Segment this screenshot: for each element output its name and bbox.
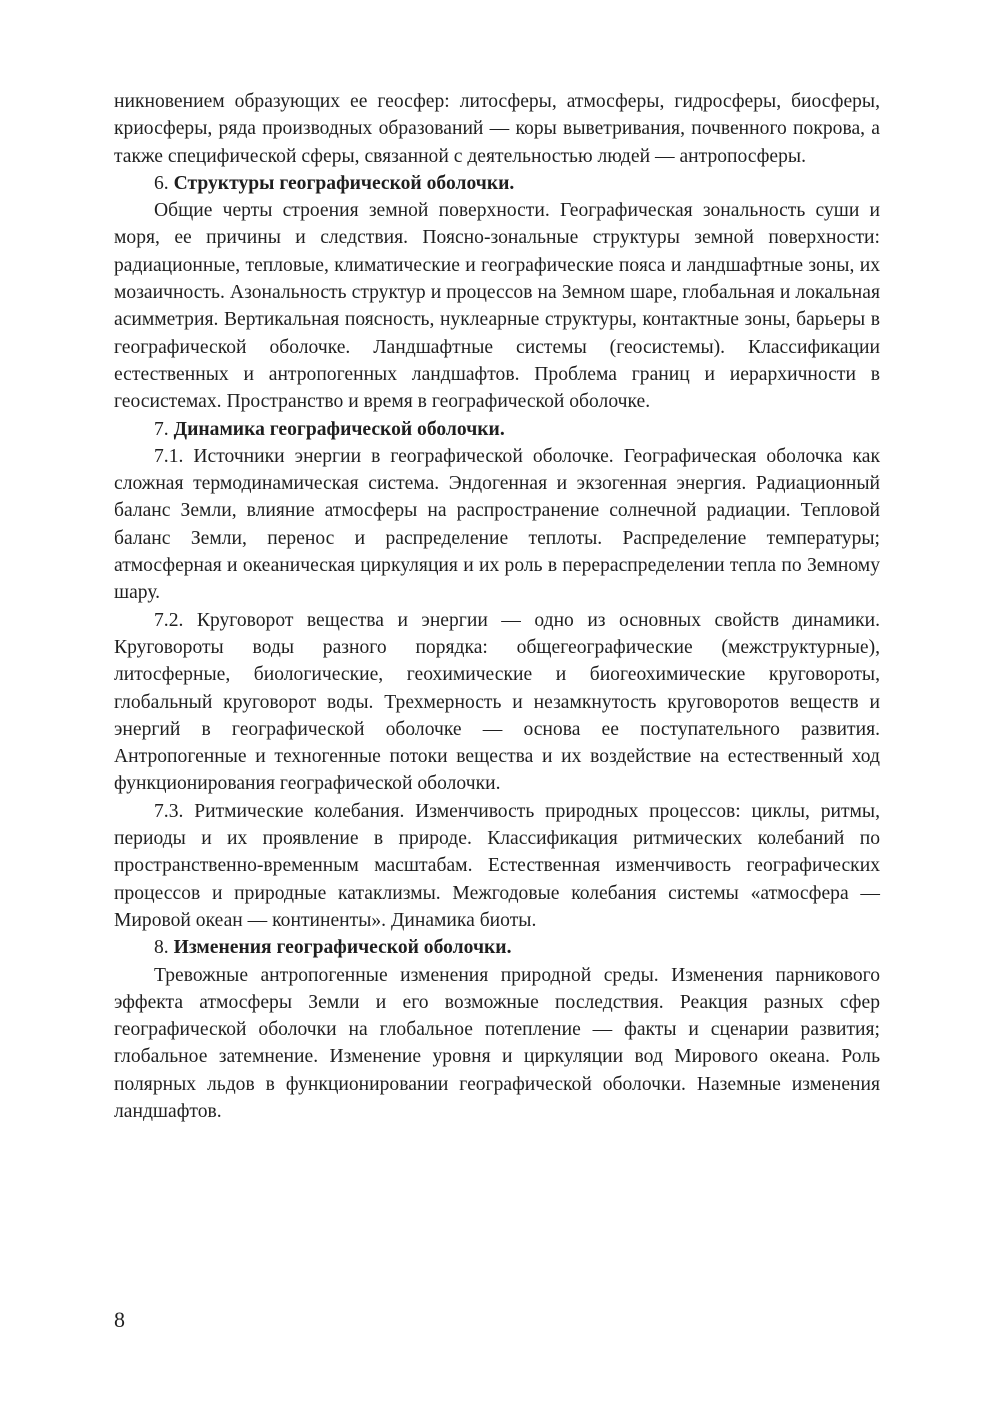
page-number: 8 (114, 1307, 125, 1332)
body-text (114, 88, 880, 1125)
section-8-paragraph: Тревожные антропогенные изменения природной среды. Изменения парникового эффекта атмосферы Земли и его возможные последствия. Реакция разных сфер географической оболочки на глобальное потепление — факты и сценарии развития; глобальное затемнение. Изменение уровня и циркуляции вод Мирового океана. Роль полярных льдов в функционировании географической оболочки. Наземные изменения ландшафтов. (114, 964, 880, 1122)
section-8-title: Изменения географической оболочки. (173, 937, 512, 959)
section-7-number: 7. (154, 418, 169, 440)
section-6-title: Структуры географической оболочки. (173, 172, 515, 194)
section-8-heading (114, 934, 880, 961)
section-6-heading (114, 170, 880, 197)
section-7-heading (114, 416, 880, 443)
section-7-1-paragraph: 7.1. Источники энергии в географической оболочке. Географическая оболочка как сложная термодинамическая система. Эндогенная и экзогенная энергия. Радиационный баланс Земли, влияние атмосферы на распространение солнечной радиации. Тепловой баланс Земли, перенос и распределение теплоты. Распределение температуры; атмосферная и океаническая циркуляция и их роль в перераспределении тепла по Земному шару. (114, 445, 880, 604)
section-8-number: 8. (154, 937, 174, 959)
section-6-paragraph: Общие черты строения земной поверхности. Географическая зональность суши и моря, ее причины и следствия. Поясно-зональные структуры земной поверхности: радиационные, тепловые, климатические и географические пояса и ландшафтные зоны, их мозаичность. Азональность структур и процессов на Земном шаре, глобальная и локальная асимметрия. Вертикальная поясность, нуклеарные структуры, контактные зоны, барьеры в географической оболочке. Ландшафтные системы (геосистемы). Классификации естественных и антропогенных ландшафтов. Проблема границ и иерархичности в геосистемах. Пространство и время в географической оболочке. (114, 200, 880, 413)
section-7-3-paragraph: 7.3. Ритмические колебания. Изменчивость природных процессов: циклы, ритмы, периоды и их проявление в природе. Классификация ритмических колебаний по пространственно-временным масштабам. Естественная изменчивость географических процессов и природные катаклизмы. Межгодовые колебания системы «атмосфера — Мировой океан — континенты». Динамика биоты. (114, 800, 880, 931)
section-6-number: 6. (154, 172, 169, 194)
section-7-2-paragraph: 7.2. Круговорот вещества и энергии — одно из основных свойств динамики. Круговороты воды разного порядка: общегеографические (межструктурные), литосферные, биологические, геохимические и биогеохимические круговороты, глобальный круговорот воды. Трехмерность и незамкнутость круговоротов веществ и энергий в географической оболочке — основа ее поступательного развития. Антропогенные и техногенные потоки вещества и их воздействие на естественный ход функционирования географической оболочки. (114, 609, 880, 795)
section-7-title: Динамика географической оболочки. (173, 418, 505, 440)
intro-paragraph: никновением образующих ее геосфер: литосферы, атмосферы, гидросферы, биосферы, криосферы, ряда производных образований — коры выветривания, почвенного покрова, а также специфической сферы, связанной с деятельностью людей — антропосферы. (114, 91, 880, 167)
